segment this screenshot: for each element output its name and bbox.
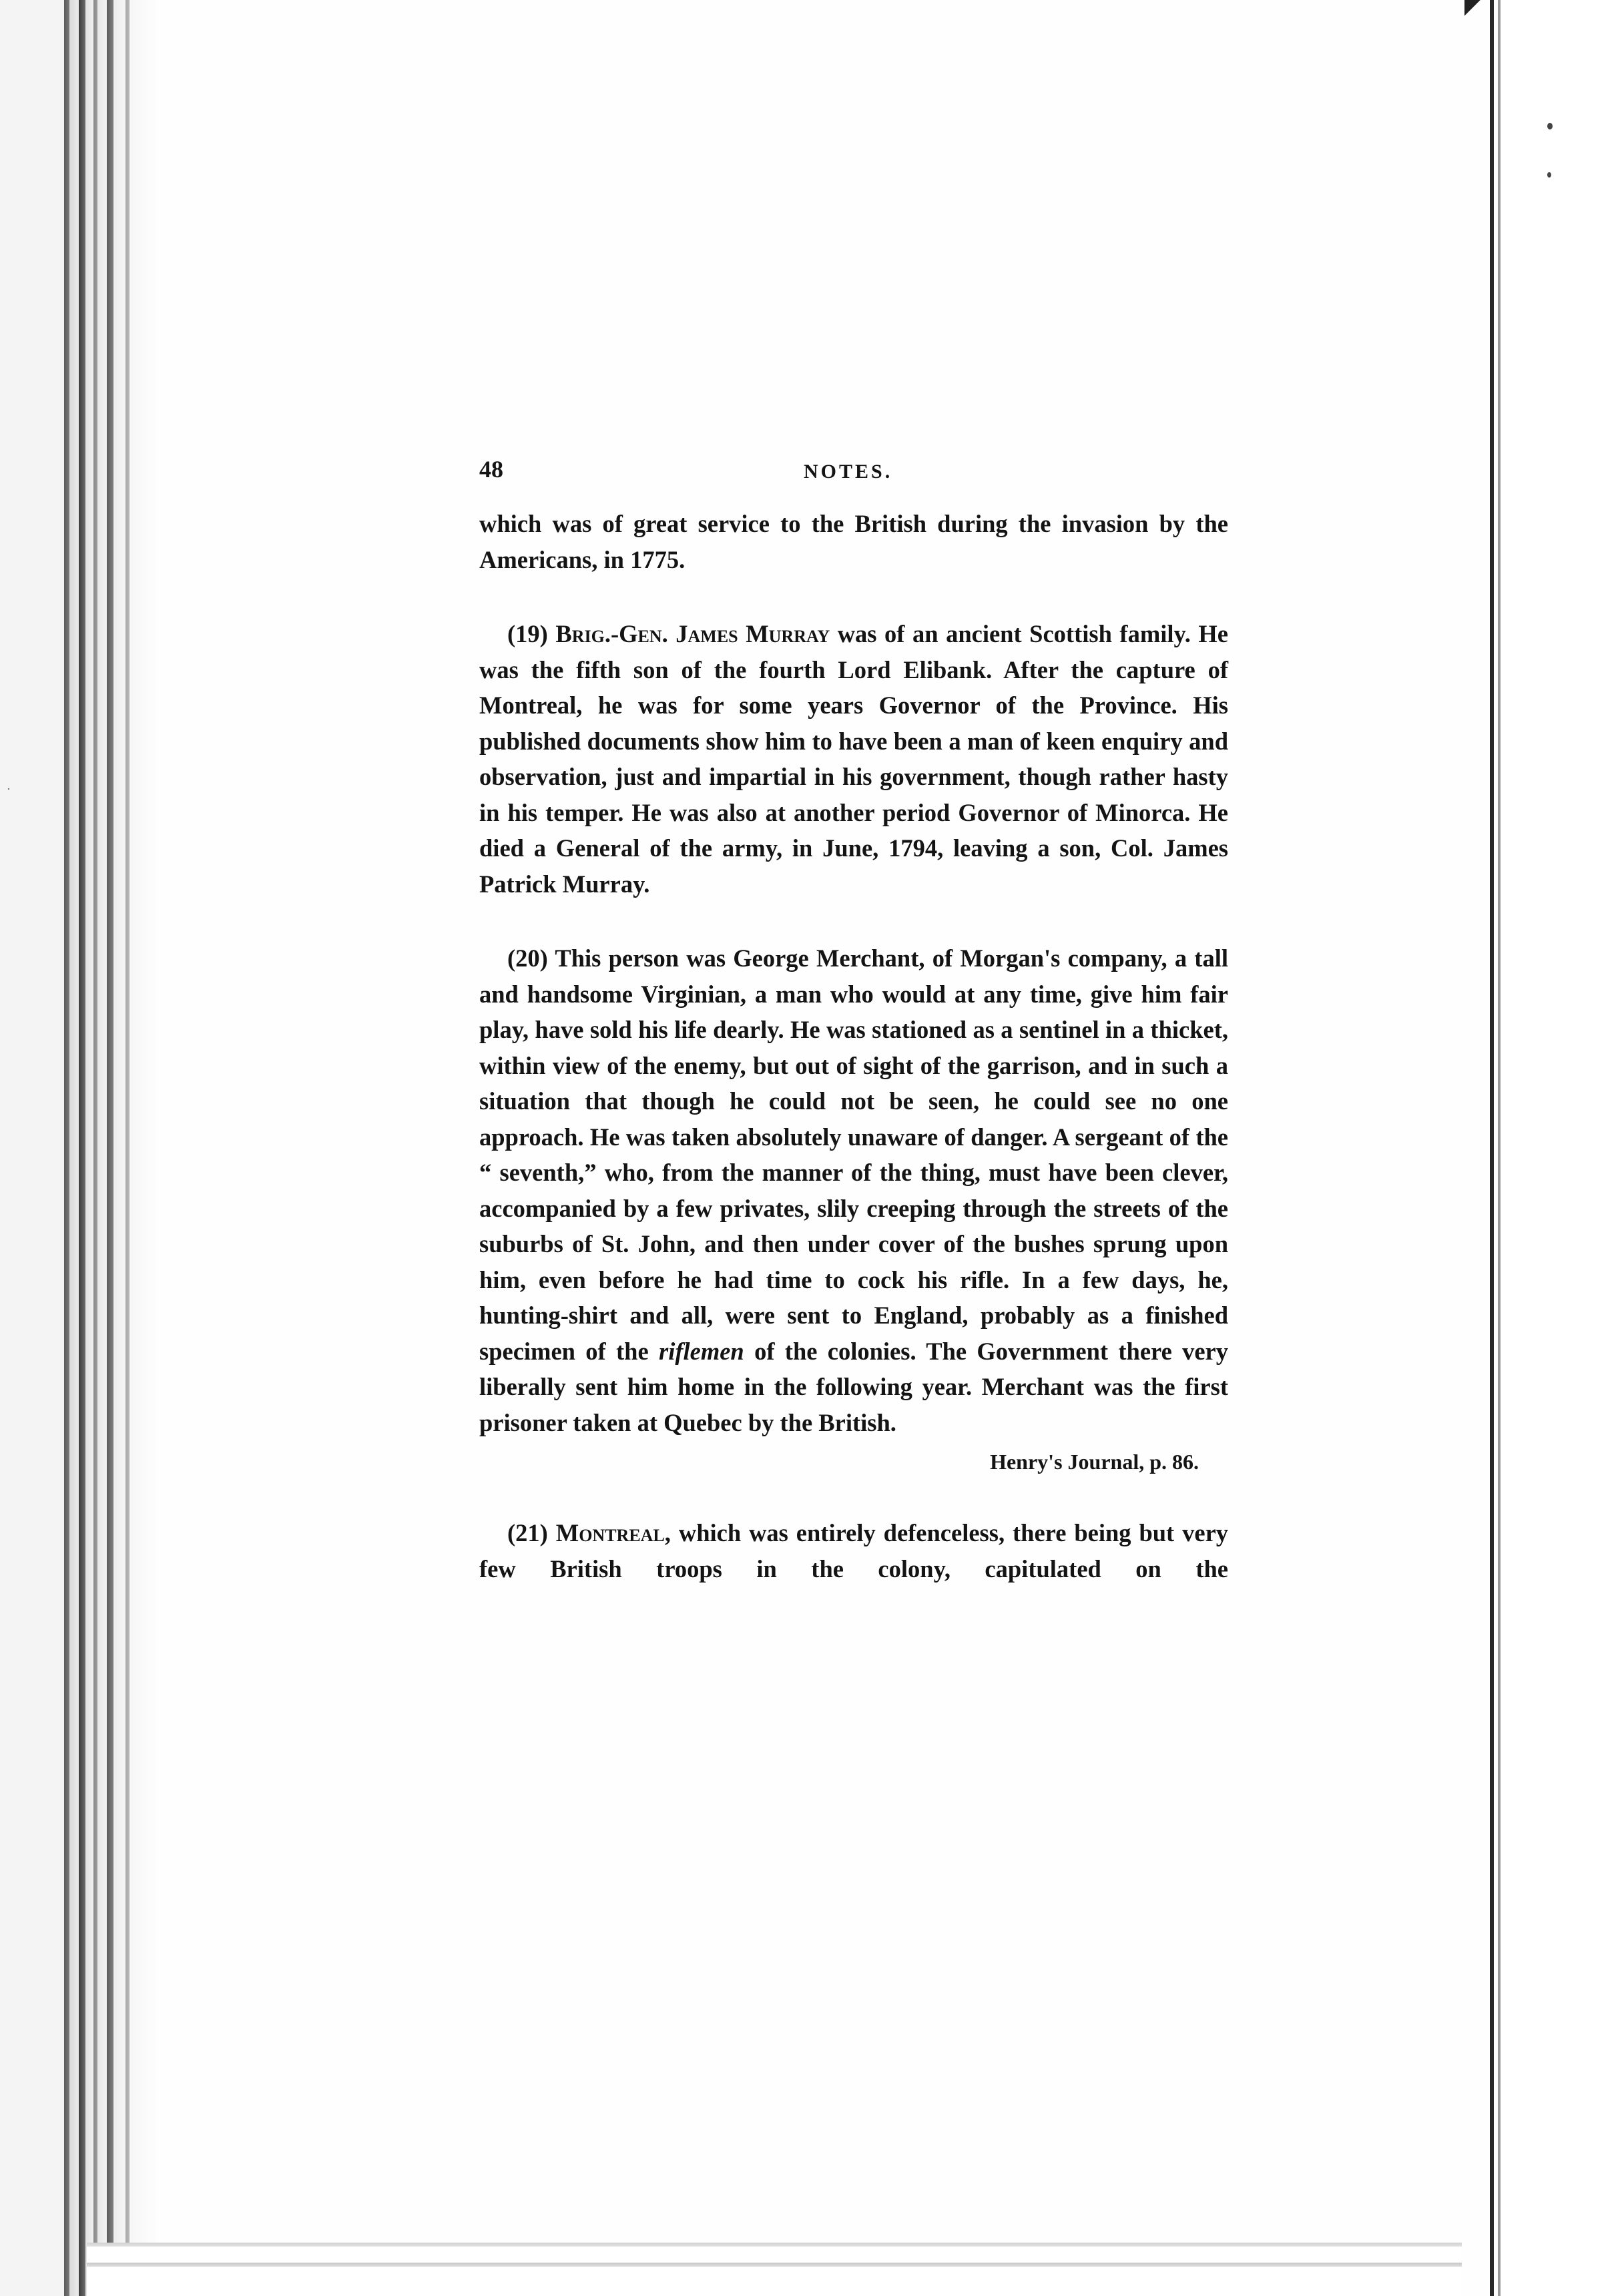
note-18-continuation: which was of great service to the British during the invasion by the Americans, in 1775. [479, 510, 1228, 573]
book-binding-edge [0, 0, 157, 2296]
citation: Henry's Journal, p. 86. [990, 1450, 1199, 1474]
corner-fold [1464, 0, 1491, 27]
scan-speck [1547, 123, 1553, 129]
page-text [479, 455, 1228, 1587]
paragraph-gap [479, 577, 1228, 616]
note-number: (19) [507, 620, 548, 647]
note-subject: Brig.-Gen. James Murray [555, 620, 830, 647]
note-21 [479, 1515, 1228, 1587]
margin-mark: · [7, 782, 11, 796]
adjacent-page-edge [1490, 0, 1618, 2296]
page-number: 48 [479, 456, 503, 483]
note-20 [479, 940, 1228, 1440]
scan-speck [1547, 172, 1551, 178]
italic-term: riflemen [659, 1337, 744, 1365]
note-text: This person was George Merchant, of Morgan's company, a tall and handsome Virginian, a man who would at any time, give him fair play, have sold his life dearly. He was stationed as a sentinel in a thicket, within view of the enemy, but out of sight of the garrison, and in such a situation that though he could not be seen, he could see no one approach. He was taken absolutely unaware of danger. A sergeant of the “ seventh,” who, from the manner of the thing, must have been clever, accompanied by a few privates, slily creeping through the streets of the suburbs of St. John, and then under cover of the bushes sprung upon him, even before he had time to cock his rifle. In a few days, he, hunting-shirt and all, were sent to England, probably as a finished specimen of the [479, 944, 1228, 1365]
note-text: was of an ancient Scottish family. He was the fifth son of the fourth Lord Elibank. After the capture of Montreal, he was for some years Governor of the Province. His published documents show him to have been a man of keen enquiry and observation, just and impartial in his government, though rather hasty in his temper. He was also at another period Governor of Minorca. He died a General of the army, in June, 1794, leaving a son, Col. James Patrick Murray. [479, 620, 1229, 898]
note-number: (20) [507, 944, 548, 972]
note-19 [479, 616, 1228, 902]
note-number: (21) [507, 1519, 548, 1546]
paragraph-gap [479, 1476, 1228, 1515]
running-head [479, 455, 1228, 495]
note-text: which was entirely defenceless, there being but very few British troops in the colony, capitulated on the [479, 1519, 1229, 1583]
page-stack-edge [87, 2216, 1462, 2296]
note-subject: Montreal, [555, 1519, 671, 1546]
running-title: NOTES. [804, 461, 893, 483]
note-text: of the colonies. The Government there very liberally sent him home in the following year. Merchant was the first prisoner taken at Quebec by the British. [479, 1337, 1229, 1436]
paragraph-gap [479, 902, 1228, 940]
